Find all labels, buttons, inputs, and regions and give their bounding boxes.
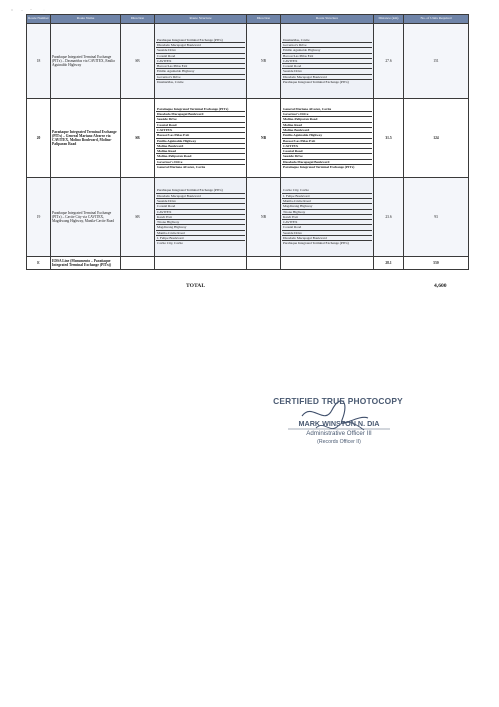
route-structure-item: Coastal Road xyxy=(282,149,372,154)
units-required: 93 xyxy=(404,178,469,257)
table-row xyxy=(27,24,469,99)
header-route-structure-1: Route Structure xyxy=(155,15,247,24)
route-structure-item: CAVITEX xyxy=(156,128,245,133)
route-structure-item: Governor's Drive xyxy=(156,160,245,165)
route-structure-1 xyxy=(155,99,247,178)
route-name: Parañaque Integrated Terminal Exchange (PITx) – Dasmariñas via CAVITEX, Emilio Aguinaldo Highway xyxy=(51,24,121,99)
route-structure-item: Molino-Paliparan Road xyxy=(282,117,372,122)
table-row xyxy=(27,257,469,270)
signatory-role: Administrative Officer III xyxy=(306,430,372,437)
route-structure-item: Diosdado Macapagal Boulevard xyxy=(156,43,245,48)
route-structure-item: Bacoor/Las Piñas Exit xyxy=(156,64,245,69)
route-structure-item: Cavite City, Cavite xyxy=(282,188,372,193)
route-structure-item: Parañaque Integrated Terminal Exchange (PITx) xyxy=(283,80,349,85)
route-structure-item: Molino Road xyxy=(156,149,245,154)
route-name: Parañaque Integrated Terminal Exchange (PITx) – Cavite City via CAVITEX, Magdiwang Highway, Manila-Cavite Road xyxy=(51,178,121,257)
route-structure-1 xyxy=(155,178,247,257)
route-structure-item: Coastal Road xyxy=(156,204,245,209)
table-header-row xyxy=(27,15,469,24)
signatory-name: MARK WINSTON N. DIA xyxy=(298,419,380,428)
route-structure-item: Parañaque Integrated Terminal Exchange (PITx) xyxy=(156,107,245,112)
route-structure-item: Molino Boulevard xyxy=(156,144,245,149)
route-structure-item: J. Felipe Boulevard xyxy=(156,236,245,241)
route-structure-item: Seaside Drive xyxy=(282,69,372,74)
route-structure-item: Magdiwang Highway xyxy=(156,225,245,230)
direction-1: SB xyxy=(121,99,155,178)
route-structure-item: Molino Road xyxy=(282,123,372,128)
direction-2: NB xyxy=(247,178,281,257)
header-distance: Distance (km) xyxy=(374,15,404,24)
route-structure-2 xyxy=(281,257,374,270)
route-structure-1 xyxy=(155,24,247,99)
distance: 27.6 xyxy=(374,24,404,99)
direction-2 xyxy=(247,257,281,270)
route-number: 20 xyxy=(27,99,51,178)
header-route-name: Route Name xyxy=(51,15,121,24)
route-structure-item: Kawit Exit xyxy=(156,215,245,220)
route-structure-item: Parañaque Integrated Terminal Exchange (PITx) xyxy=(156,188,245,193)
distance: 28.1 xyxy=(374,257,404,270)
route-structure-item: Seaside Drive xyxy=(282,154,372,159)
certified-true-copy-stamp xyxy=(272,396,404,462)
route-structure-item: Dasmariñas, Cavite xyxy=(282,38,372,43)
route-structure-item: Bacoor/Las Piñas Exit xyxy=(282,139,372,144)
route-structure-item: Emilio Aguinaldo Highway xyxy=(156,69,245,74)
route-structure-item: Kawit Exit xyxy=(282,215,372,220)
header-direction-1: Direction xyxy=(121,15,155,24)
route-structure-item: Diosdado Macapagal Boulevard xyxy=(282,160,372,165)
route-structure-item: Dasmariñas, Cavite xyxy=(157,80,184,85)
route-structure-item: Emilio Aguinaldo Highway xyxy=(282,48,372,53)
route-structure-item: Magdiwang Highway xyxy=(282,204,372,209)
route-number: 18 xyxy=(27,24,51,99)
route-structure-item: Governor's Drive xyxy=(282,112,372,117)
route-structure-item: Parañaque Integrated Terminal Exchange (PITx) xyxy=(156,38,245,43)
route-structure-item: Diosdado Macapagal Boulevard xyxy=(282,75,372,80)
route-structure-item: Parañaque Integrated Terminal Exchange (PITx) xyxy=(283,241,349,246)
route-table xyxy=(26,14,469,270)
route-structure-item: Diosdado Macapagal Boulevard xyxy=(156,112,245,117)
header-direction-2: Direction xyxy=(247,15,281,24)
route-structure-2 xyxy=(281,24,374,99)
header-units: No. of Units Required xyxy=(404,15,469,24)
route-structure-item: Parañaque Integrated Terminal Exchange (PITx) xyxy=(283,164,355,169)
route-number: E xyxy=(27,257,51,270)
route-structure-item: Seaside Drive xyxy=(156,117,245,122)
route-structure-item: Seaside Drive xyxy=(282,231,372,236)
route-structure-item: Emilio Aguinaldo Highway xyxy=(156,139,245,144)
route-structure-item: Emilio Aguinaldo Highway xyxy=(282,133,372,138)
direction-2: NB xyxy=(247,24,281,99)
route-structure-item: CAVITEX xyxy=(156,59,245,64)
header-route-number: Route Number xyxy=(27,15,51,24)
route-structure-item: Coastal Road xyxy=(282,64,372,69)
route-structure-item: Coastal Road xyxy=(156,123,245,128)
route-structure-item: CAVITEX xyxy=(156,210,245,215)
distance: 23.6 xyxy=(374,178,404,257)
direction-1: SB xyxy=(121,24,155,99)
route-structure-item: Coastal Road xyxy=(156,54,245,59)
route-structure-item: Seaside Drive xyxy=(156,48,245,53)
route-structure-item: Diosdado Macapagal Boulevard xyxy=(156,194,245,199)
route-structure-item: Coastal Road xyxy=(282,225,372,230)
route-structure-item: Manila-Cavite Road xyxy=(156,231,245,236)
route-structure-item: Tirona Highway xyxy=(282,210,372,215)
distance: 31.5 xyxy=(374,99,404,178)
route-structure-item: Seaside Drive xyxy=(156,199,245,204)
route-structure-item: Cavite City, Cavite xyxy=(157,241,183,246)
route-structure-item: Bacoor/Las Piñas Exit xyxy=(282,54,372,59)
route-structure-item: Diosdado Macapagal Boulevard xyxy=(282,236,372,241)
route-structure-2 xyxy=(281,99,374,178)
route-structure-item: General Mariano Alvarez, Cavite xyxy=(282,107,372,112)
direction-2: NB xyxy=(247,99,281,178)
route-structure-item: Manila-Cavite Road xyxy=(282,199,372,204)
table-row xyxy=(27,178,469,257)
total-label: TOTAL xyxy=(186,283,206,289)
route-structure-item: CAVITEX xyxy=(282,59,372,64)
table-body xyxy=(27,24,469,270)
scan-specks xyxy=(10,8,50,12)
route-structure-item: Tirona Highway xyxy=(156,220,245,225)
route-structure-1 xyxy=(155,257,247,270)
units-required: 550 xyxy=(404,257,469,270)
signatory-role-secondary: (Records Officer II) xyxy=(317,439,361,445)
table-row xyxy=(27,99,469,178)
route-structure-item: CAVITEX xyxy=(282,220,372,225)
total-value: 4,600 xyxy=(434,283,447,289)
route-structure-item: Molino Boulevard xyxy=(282,128,372,133)
direction-1: SB xyxy=(121,178,155,257)
units-required: 151 xyxy=(404,24,469,99)
header-route-structure-2: Route Structure xyxy=(281,15,374,24)
units-required: 124 xyxy=(404,99,469,178)
route-name: EDSA Line (Monumento – Parañaque Integrated Terminal Exchange (PITx)) xyxy=(51,257,121,270)
route-structure-2 xyxy=(281,178,374,257)
route-structure-item: CAVITEX xyxy=(282,144,372,149)
route-structure-item: General Mariano Alvarez, Cavite xyxy=(157,164,206,169)
route-structure-item: Governor's Drive xyxy=(282,43,372,48)
route-structure-item: Bacoor/Las Piñas Exit xyxy=(156,133,245,138)
route-structure-item: Governor's Drive xyxy=(156,75,245,80)
direction-1 xyxy=(121,257,155,270)
route-name: Parañaque Integrated Terminal Exchange (PITx) – General Mariano Alvarez via CAVITEX, Molino Boulevard, Molino-Paliparan Road xyxy=(51,99,121,178)
route-structure-item: J. Felipe Boulevard xyxy=(282,194,372,199)
route-number: 19 xyxy=(27,178,51,257)
route-structure-item: Molino-Paliparan Road xyxy=(156,154,245,159)
stamp-title: CERTIFIED TRUE PHOTOCOPY xyxy=(273,396,403,406)
